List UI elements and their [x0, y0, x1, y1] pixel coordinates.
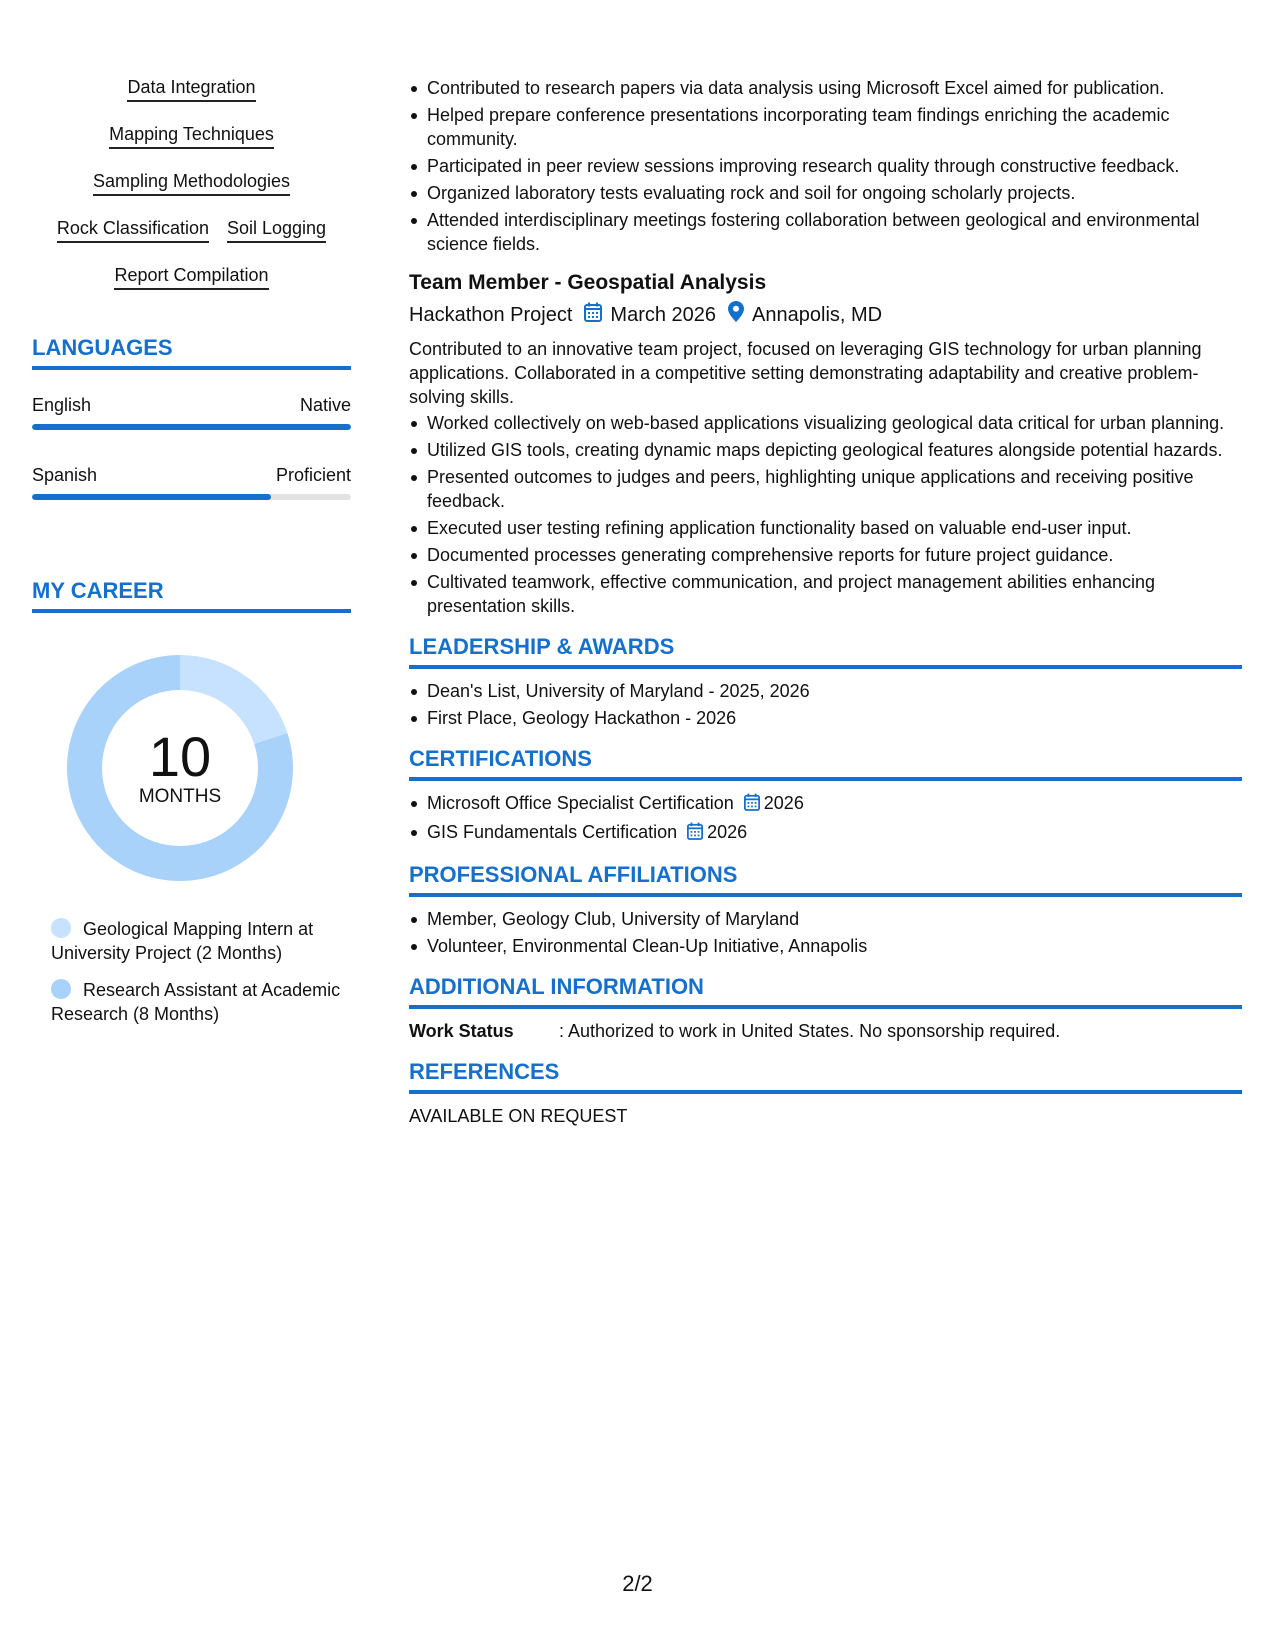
bullet-item: Cultivated teamwork, effective communication, and project management abilities enhancing presentation skills. — [409, 570, 1242, 618]
skill-row — [32, 123, 351, 149]
job-meta — [409, 301, 1242, 329]
skill-row — [32, 217, 351, 243]
skill-tag: Mapping Techniques — [109, 123, 274, 149]
language-bar — [32, 494, 351, 500]
bullet-item: Documented processes generating comprehensive reports for future project guidance. — [409, 543, 1242, 567]
references-section — [409, 1059, 1242, 1128]
leadership-section — [409, 634, 1242, 730]
legend-label: Research Assistant at Academic Research (8 Months) — [51, 980, 341, 1024]
language-level: Native — [299, 395, 351, 415]
career-donut — [65, 653, 295, 883]
legend-item — [51, 917, 341, 965]
calendar-icon — [584, 302, 602, 329]
languages-section — [32, 335, 351, 500]
bullet-item: Participated in peer review sessions improving research quality through constructive feedback. — [409, 154, 1242, 178]
additional-title: ADDITIONAL INFORMATION — [409, 974, 1242, 1009]
bullet-item: Volunteer, Environmental Clean-Up Initiative, Annapolis — [409, 934, 1242, 958]
skill-row — [32, 264, 351, 290]
skill-row — [32, 76, 351, 102]
skill-row — [32, 170, 351, 196]
job-description: Contributed to an innovative team project, focused on leveraging GIS technology for urban planning applications. Collaborated in a competitive setting demonstrating adaptability and creative problem-solving skills. — [409, 339, 1202, 407]
language-bar — [32, 424, 351, 430]
language-name: Spanish — [32, 465, 98, 485]
languages-title: LANGUAGES — [32, 335, 351, 370]
bullet-item: Attended interdisciplinary meetings fostering collaboration between geological and environmental science fields. — [409, 208, 1242, 256]
additional-section — [409, 974, 1242, 1043]
language-level: Proficient — [275, 465, 351, 485]
work-status-label: Work Status — [409, 1021, 514, 1041]
job-company: Hackathon Project — [409, 304, 573, 326]
certification-item — [409, 820, 1242, 846]
skill-tag: Report Compilation — [114, 264, 268, 290]
leadership-title: LEADERSHIP & AWARDS — [409, 634, 1242, 669]
bullet-item: Organized laboratory tests evaluating rock and soil for ongoing scholarly projects. — [409, 181, 1242, 205]
skill-tag: Sampling Methodologies — [93, 170, 290, 196]
bullet-item: Presented outcomes to judges and peers, highlighting unique applications and receiving positive feedback. — [409, 465, 1242, 513]
job-title: Team Member - Geospatial Analysis — [409, 271, 767, 294]
skill-tag: Data Integration — [127, 76, 255, 102]
language-bar-fill — [32, 424, 351, 430]
job-entry — [409, 270, 1242, 618]
legend-dot — [51, 918, 71, 938]
references-title: REFERENCES — [409, 1059, 1242, 1094]
language-item — [32, 464, 351, 500]
certification-year: 2026 — [707, 822, 748, 842]
bullet-item: Utilized GIS tools, creating dynamic maps depicting geological features alongside potential hazards. — [409, 438, 1242, 462]
calendar-icon — [744, 793, 760, 817]
affiliations-title: PROFESSIONAL AFFILIATIONS — [409, 862, 1242, 897]
legend-dot — [51, 979, 71, 999]
certifications-title: CERTIFICATIONS — [409, 746, 1242, 781]
language-bar-fill — [32, 494, 271, 500]
career-section — [32, 578, 351, 1026]
certifications-section — [409, 746, 1242, 846]
career-legend — [51, 917, 341, 1026]
legend-item — [51, 978, 341, 1026]
bullet-item: Helped prepare conference presentations incorporating team findings enriching the academic community. — [409, 103, 1242, 151]
language-name: English — [32, 395, 92, 415]
skill-tag: Rock Classification — [57, 217, 209, 243]
work-status-value: : Authorized to work in United States. No sponsorship required. — [559, 1021, 1061, 1041]
affiliations-section — [409, 862, 1242, 958]
job-date: March 2026 — [610, 304, 717, 326]
career-title: MY CAREER — [32, 578, 351, 613]
prev-job-bullets — [409, 76, 1242, 256]
location-pin-icon — [728, 301, 744, 329]
bullet-item: Dean's List, University of Maryland - 2025, 2026 — [409, 679, 1242, 703]
legend-label: Geological Mapping Intern at University Project (2 Months) — [51, 919, 314, 963]
bullet-item: First Place, Geology Hackathon - 2026 — [409, 706, 1242, 730]
bullet-item: Worked collectively on web-based applications visualizing geological data critical for urban planning. — [409, 411, 1242, 435]
page-number: 2/2 — [622, 1571, 653, 1596]
skills-list — [32, 76, 351, 290]
certification-name: Microsoft Office Specialist Certification — [427, 793, 734, 813]
left-column — [32, 76, 351, 1039]
job-bullets — [409, 411, 1242, 618]
bullet-item: Executed user testing refining application functionality based on valuable end-user input. — [409, 516, 1242, 540]
certification-year: 2026 — [763, 793, 804, 813]
job-location: Annapolis, MD — [752, 304, 883, 326]
language-item — [32, 394, 351, 430]
career-unit: MONTHS — [138, 786, 222, 807]
right-column — [409, 76, 1242, 1128]
career-total: 10 — [148, 725, 212, 788]
bullet-item: Contributed to research papers via data analysis using Microsoft Excel aimed for publication. — [409, 76, 1242, 100]
certification-name: GIS Fundamentals Certification — [427, 822, 678, 842]
certification-item — [409, 791, 1242, 817]
references-text: AVAILABLE ON REQUEST — [409, 1106, 628, 1126]
calendar-icon — [687, 822, 703, 846]
skill-tag: Soil Logging — [227, 217, 326, 243]
bullet-item: Member, Geology Club, University of Maryland — [409, 907, 1242, 931]
